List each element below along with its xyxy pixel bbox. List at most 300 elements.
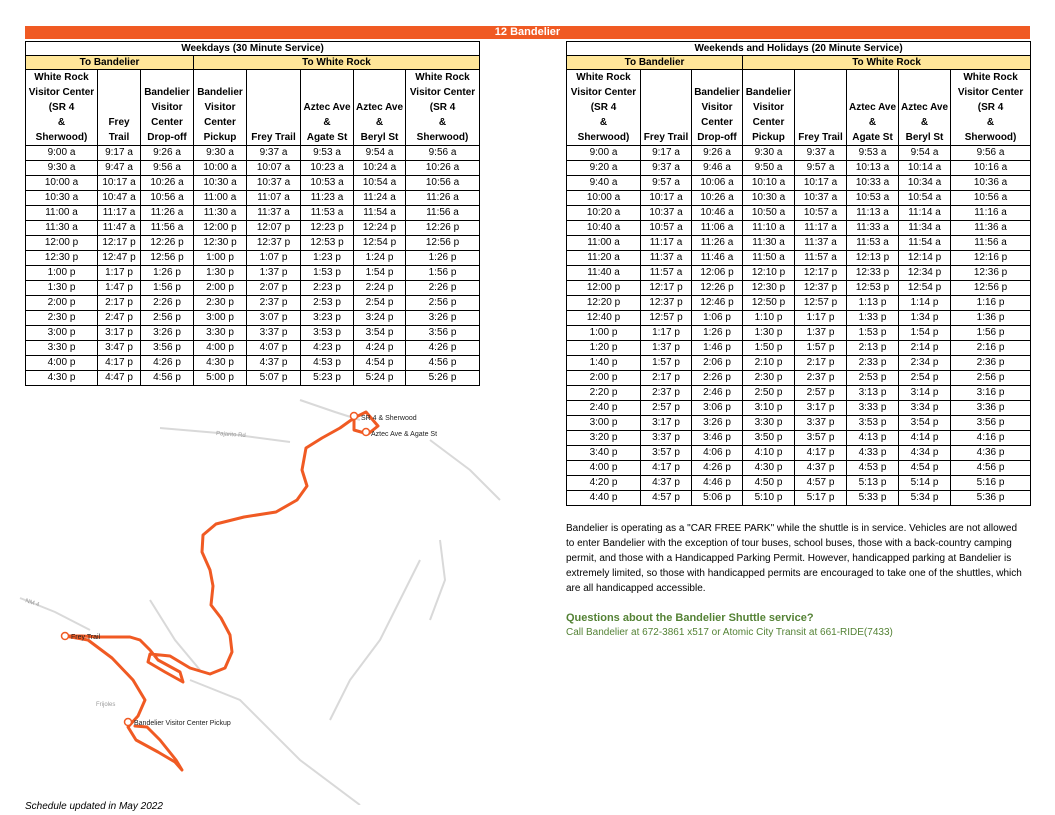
time-cell: 1:57 p xyxy=(641,356,692,371)
time-cell: 9:56 a xyxy=(951,146,1031,161)
time-cell: 11:53 a xyxy=(847,236,899,251)
time-cell: 1:53 p xyxy=(301,266,354,281)
schedule-row xyxy=(567,326,1031,341)
schedule-row xyxy=(26,356,480,371)
time-cell: 3:36 p xyxy=(951,401,1031,416)
time-cell: 11:14 a xyxy=(899,206,951,221)
time-cell: 11:23 a xyxy=(301,191,354,206)
schedule-updated-note: Schedule updated in May 2022 xyxy=(25,801,163,812)
time-cell: 3:53 p xyxy=(301,326,354,341)
time-cell: 1:37 p xyxy=(795,326,847,341)
column-header xyxy=(26,70,98,146)
time-cell: 1:17 p xyxy=(795,311,847,326)
schedule-row xyxy=(567,386,1031,401)
time-cell: 1:50 p xyxy=(743,341,795,356)
column-header-line: & xyxy=(868,117,877,128)
time-cell: 9:17 a xyxy=(641,146,692,161)
schedule-row xyxy=(567,356,1031,371)
time-cell: 12:47 p xyxy=(98,251,141,266)
time-cell: 4:20 p xyxy=(567,476,641,491)
time-cell: 11:46 a xyxy=(692,251,743,266)
time-cell: 4:00 p xyxy=(567,461,641,476)
column-header-line: Visitor xyxy=(701,102,733,113)
time-cell: 9:53 a xyxy=(301,146,354,161)
time-cell: 12:00 p xyxy=(567,281,641,296)
column-header-line: Center xyxy=(701,117,733,128)
time-cell: 12:46 p xyxy=(692,296,743,311)
column-header-line: (SR 4 xyxy=(590,102,617,113)
time-cell: 2:56 p xyxy=(406,296,480,311)
time-cell: 11:56 a xyxy=(951,236,1031,251)
weekend-column-headers xyxy=(567,70,1031,146)
time-cell: 4:53 p xyxy=(301,356,354,371)
time-cell: 2:07 p xyxy=(247,281,301,296)
time-cell: 2:40 p xyxy=(567,401,641,416)
column-header xyxy=(98,70,141,146)
time-cell: 4:26 p xyxy=(406,341,480,356)
time-cell: 3:00 p xyxy=(194,311,247,326)
schedule-row xyxy=(26,296,480,311)
column-header-line: Beryl St xyxy=(360,132,399,143)
time-cell: 3:06 p xyxy=(692,401,743,416)
time-cell: 3:33 p xyxy=(847,401,899,416)
time-cell: 2:37 p xyxy=(795,371,847,386)
time-cell: 3:26 p xyxy=(406,311,480,326)
time-cell: 4:23 p xyxy=(301,341,354,356)
time-cell: 11:20 a xyxy=(567,251,641,266)
time-cell: 11:37 a xyxy=(795,236,847,251)
column-header-line: Visitor xyxy=(204,102,236,113)
column-header-line: Pickup xyxy=(752,132,785,143)
time-cell: 3:17 p xyxy=(641,416,692,431)
time-cell: 10:16 a xyxy=(951,161,1031,176)
column-header-line: Center xyxy=(204,117,236,128)
time-cell: 12:37 p xyxy=(247,236,301,251)
time-cell: 4:06 p xyxy=(692,446,743,461)
time-cell: 9:46 a xyxy=(692,161,743,176)
time-cell: 3:00 p xyxy=(26,326,98,341)
time-cell: 12:37 p xyxy=(641,296,692,311)
time-cell: 12:20 p xyxy=(567,296,641,311)
time-cell: 4:17 p xyxy=(98,356,141,371)
time-cell: 4:37 p xyxy=(247,356,301,371)
time-cell: 2:16 p xyxy=(951,341,1031,356)
schedule-row xyxy=(567,281,1031,296)
time-cell: 9:30 a xyxy=(26,161,98,176)
time-cell: 4:10 p xyxy=(743,446,795,461)
time-cell: 11:26 a xyxy=(141,206,194,221)
time-cell: 10:20 a xyxy=(567,206,641,221)
time-cell: 4:33 p xyxy=(847,446,899,461)
time-cell: 4:34 p xyxy=(899,446,951,461)
column-header-line: & xyxy=(375,117,384,128)
time-cell: 10:56 a xyxy=(141,191,194,206)
questions-title: Questions about the Bandelier Shuttle service? xyxy=(566,612,814,624)
time-cell: 2:57 p xyxy=(795,386,847,401)
time-cell: 1:00 p xyxy=(26,266,98,281)
time-cell: 11:30 a xyxy=(194,206,247,221)
time-cell: 4:00 p xyxy=(194,341,247,356)
time-cell: 2:00 p xyxy=(26,296,98,311)
time-cell: 4:53 p xyxy=(847,461,899,476)
column-header-line: Visitor Center xyxy=(570,87,637,98)
time-cell: 11:37 a xyxy=(247,206,301,221)
time-cell: 11:47 a xyxy=(98,221,141,236)
time-cell: 4:07 p xyxy=(247,341,301,356)
time-cell: 4:57 p xyxy=(641,491,692,506)
time-cell: 1:56 p xyxy=(951,326,1031,341)
time-cell: 3:56 p xyxy=(406,326,480,341)
time-cell: 12:26 p xyxy=(406,221,480,236)
time-cell: 10:47 a xyxy=(98,191,141,206)
time-cell: 9:26 a xyxy=(141,146,194,161)
time-cell: 11:17 a xyxy=(641,236,692,251)
time-cell: 11:07 a xyxy=(247,191,301,206)
time-cell: 1:57 p xyxy=(795,341,847,356)
time-cell: 3:07 p xyxy=(247,311,301,326)
time-cell: 2:14 p xyxy=(899,341,951,356)
time-cell: 9:47 a xyxy=(98,161,141,176)
time-cell: 2:30 p xyxy=(26,311,98,326)
column-header-line: & xyxy=(438,117,447,128)
time-cell: 12:57 p xyxy=(641,311,692,326)
pajarito-rd-label: Pajarito Rd xyxy=(215,431,246,440)
column-header-line: Visitor xyxy=(753,102,784,113)
time-cell: 11:57 a xyxy=(641,266,692,281)
column-header-line: White Rock xyxy=(415,72,470,83)
time-cell: 5:24 p xyxy=(354,371,406,386)
schedule-row xyxy=(567,161,1031,176)
time-cell: 10:26 a xyxy=(406,161,480,176)
column-header xyxy=(194,70,247,146)
time-cell: 1:56 p xyxy=(406,266,480,281)
column-header-line: Trail xyxy=(108,132,130,143)
time-cell: 1:06 p xyxy=(692,311,743,326)
time-cell: 3:30 p xyxy=(194,326,247,341)
column-header-line: Aztec Ave xyxy=(356,102,404,113)
time-cell: 1:40 p xyxy=(567,356,641,371)
time-cell: 10:26 a xyxy=(141,176,194,191)
time-cell: 10:46 a xyxy=(692,206,743,221)
column-header-line: & xyxy=(920,117,929,128)
column-header xyxy=(567,70,641,146)
weekend-schedule-table xyxy=(566,41,1031,506)
weekday-to-bandelier-header: To Bandelier xyxy=(26,56,194,70)
column-header-line: White Rock xyxy=(963,72,1018,83)
time-cell: 10:14 a xyxy=(899,161,951,176)
time-cell: 4:40 p xyxy=(567,491,641,506)
schedule-row xyxy=(567,401,1031,416)
time-cell: 10:24 a xyxy=(354,161,406,176)
schedule-row xyxy=(26,251,480,266)
time-cell: 10:17 a xyxy=(641,191,692,206)
time-cell: 9:53 a xyxy=(847,146,899,161)
time-cell: 5:16 p xyxy=(951,476,1031,491)
time-cell: 3:13 p xyxy=(847,386,899,401)
time-cell: 12:24 p xyxy=(354,221,406,236)
time-cell: 3:26 p xyxy=(141,326,194,341)
time-cell: 12:33 p xyxy=(847,266,899,281)
time-cell: 10:23 a xyxy=(301,161,354,176)
column-header-line: (SR 4 xyxy=(48,102,75,113)
time-cell: 10:00 a xyxy=(194,161,247,176)
column-header-line: (SR 4 xyxy=(977,102,1004,113)
schedule-row xyxy=(567,146,1031,161)
column-header-line: Bandelier xyxy=(694,87,740,98)
schedule-row xyxy=(567,476,1031,491)
time-cell: 4:46 p xyxy=(692,476,743,491)
time-cell: 3:54 p xyxy=(899,416,951,431)
time-cell: 10:56 a xyxy=(951,191,1031,206)
time-cell: 3:34 p xyxy=(899,401,951,416)
time-cell: 4:37 p xyxy=(641,476,692,491)
weekday-column-headers xyxy=(26,70,480,146)
time-cell: 5:13 p xyxy=(847,476,899,491)
time-cell: 11:13 a xyxy=(847,206,899,221)
time-cell: 10:17 a xyxy=(98,176,141,191)
time-cell: 1:34 p xyxy=(899,311,951,326)
time-cell: 1:37 p xyxy=(641,341,692,356)
schedule-row xyxy=(567,266,1031,281)
time-cell: 3:57 p xyxy=(641,446,692,461)
time-cell: 4:56 p xyxy=(951,461,1031,476)
time-cell: 2:30 p xyxy=(743,371,795,386)
time-cell: 9:20 a xyxy=(567,161,641,176)
time-cell: 12:56 p xyxy=(141,251,194,266)
weekday-rows xyxy=(26,146,480,386)
column-header xyxy=(141,70,194,146)
time-cell: 3:46 p xyxy=(692,431,743,446)
time-cell: 12:30 p xyxy=(26,251,98,266)
time-cell: 12:07 p xyxy=(247,221,301,236)
time-cell: 9:40 a xyxy=(567,176,641,191)
time-cell: 10:53 a xyxy=(847,191,899,206)
time-cell: 11:17 a xyxy=(795,221,847,236)
time-cell: 2:54 p xyxy=(354,296,406,311)
time-cell: 10:00 a xyxy=(26,176,98,191)
time-cell: 2:34 p xyxy=(899,356,951,371)
time-cell: 11:54 a xyxy=(899,236,951,251)
schedule-row xyxy=(567,416,1031,431)
schedule-row xyxy=(567,311,1031,326)
time-cell: 2:33 p xyxy=(847,356,899,371)
time-cell: 4:56 p xyxy=(406,356,480,371)
time-cell: 2:53 p xyxy=(301,296,354,311)
time-cell: 3:26 p xyxy=(692,416,743,431)
time-cell: 1:56 p xyxy=(141,281,194,296)
time-cell: 9:54 a xyxy=(899,146,951,161)
time-cell: 2:13 p xyxy=(847,341,899,356)
time-cell: 2:47 p xyxy=(98,311,141,326)
time-cell: 1:17 p xyxy=(641,326,692,341)
time-cell: 2:30 p xyxy=(194,296,247,311)
time-cell: 4:54 p xyxy=(354,356,406,371)
time-cell: 12:34 p xyxy=(899,266,951,281)
time-cell: 10:34 a xyxy=(899,176,951,191)
weekend-to-bandelier-header: To Bandelier xyxy=(567,56,743,70)
time-cell: 2:56 p xyxy=(141,311,194,326)
time-cell: 1:10 p xyxy=(743,311,795,326)
time-cell: 10:00 a xyxy=(567,191,641,206)
time-cell: 2:06 p xyxy=(692,356,743,371)
time-cell: 11:16 a xyxy=(951,206,1031,221)
time-cell: 2:37 p xyxy=(247,296,301,311)
nm4-label: NM 4 xyxy=(24,598,40,609)
time-cell: 1:00 p xyxy=(567,326,641,341)
time-cell: 11:00 a xyxy=(26,206,98,221)
column-header xyxy=(795,70,847,146)
schedule-row xyxy=(26,341,480,356)
time-cell: 9:50 a xyxy=(743,161,795,176)
time-cell: 10:33 a xyxy=(847,176,899,191)
column-header-line: Visitor Center xyxy=(409,87,476,98)
schedule-row xyxy=(26,161,480,176)
time-cell: 3:23 p xyxy=(301,311,354,326)
time-cell: 2:26 p xyxy=(692,371,743,386)
column-header-line: Bandelier xyxy=(197,87,243,98)
schedule-row xyxy=(567,431,1031,446)
time-cell: 3:17 p xyxy=(98,326,141,341)
frey-trail-stop-marker xyxy=(62,633,69,640)
time-cell: 1:14 p xyxy=(899,296,951,311)
time-cell: 1:37 p xyxy=(247,266,301,281)
time-cell: 9:37 a xyxy=(795,146,847,161)
time-cell: 1:20 p xyxy=(567,341,641,356)
time-cell: 2:46 p xyxy=(692,386,743,401)
time-cell: 4:17 p xyxy=(795,446,847,461)
time-cell: 12:50 p xyxy=(743,296,795,311)
time-cell: 10:17 a xyxy=(795,176,847,191)
column-header-line: & xyxy=(599,117,608,128)
frey-trail-label: Frey Trail xyxy=(71,634,101,641)
car-free-park-notice: Bandelier is operating as a "CAR FREE PARK" while the shuttle is in service. Vehicles are not allowed to enter Bandelier with the exception of tour buses, school buses, those with a back-country camping permit, and those with a Handicapped Parking Permit. However, handicapped parking at Bandelier is extremely limited, so those with handicapped permits are encouraged to take one of the shuttles, which are all handicapped accessible. xyxy=(566,523,1022,594)
time-cell: 2:53 p xyxy=(847,371,899,386)
time-cell: 12:00 p xyxy=(194,221,247,236)
time-cell: 4:54 p xyxy=(899,461,951,476)
time-cell: 9:26 a xyxy=(692,146,743,161)
column-header xyxy=(354,70,406,146)
schedule-row xyxy=(567,236,1031,251)
time-cell: 3:53 p xyxy=(847,416,899,431)
time-cell: 2:54 p xyxy=(899,371,951,386)
time-cell: 5:23 p xyxy=(301,371,354,386)
column-header-line: Sherwood) xyxy=(416,132,469,143)
time-cell: 3:56 p xyxy=(141,341,194,356)
column-header-line: Agate St xyxy=(306,132,348,143)
time-cell: 3:37 p xyxy=(641,431,692,446)
column-header-line: Frey xyxy=(108,117,130,128)
time-cell: 11:26 a xyxy=(692,236,743,251)
time-cell: 4:57 p xyxy=(795,476,847,491)
time-cell: 11:53 a xyxy=(301,206,354,221)
time-cell: 12:37 p xyxy=(795,281,847,296)
time-cell: 10:56 a xyxy=(406,176,480,191)
time-cell: 1:23 p xyxy=(301,251,354,266)
time-cell: 10:26 a xyxy=(692,191,743,206)
time-cell: 9:37 a xyxy=(641,161,692,176)
time-cell: 3:56 p xyxy=(951,416,1031,431)
column-header xyxy=(743,70,795,146)
time-cell: 2:50 p xyxy=(743,386,795,401)
time-cell: 11:50 a xyxy=(743,251,795,266)
time-cell: 1:53 p xyxy=(847,326,899,341)
schedule-row xyxy=(567,191,1031,206)
time-cell: 11:37 a xyxy=(641,251,692,266)
time-cell: 10:50 a xyxy=(743,206,795,221)
time-cell: 1:24 p xyxy=(354,251,406,266)
column-header xyxy=(847,70,899,146)
column-header-line: Aztec Ave xyxy=(303,102,351,113)
time-cell: 5:33 p xyxy=(847,491,899,506)
column-header-line: Drop-off xyxy=(147,132,187,143)
time-cell: 9:17 a xyxy=(98,146,141,161)
time-cell: 10:30 a xyxy=(743,191,795,206)
schedule-row xyxy=(26,146,480,161)
column-header-line: Center xyxy=(752,117,785,128)
time-cell: 12:53 p xyxy=(301,236,354,251)
time-cell: 4:16 p xyxy=(951,431,1031,446)
time-cell: 3:37 p xyxy=(795,416,847,431)
weekend-to-white-rock-header: To White Rock xyxy=(743,56,1031,70)
time-cell: 11:06 a xyxy=(692,221,743,236)
column-header-line: & xyxy=(57,117,66,128)
schedule-row xyxy=(26,206,480,221)
schedule-row xyxy=(26,311,480,326)
schedule-row xyxy=(567,296,1031,311)
time-cell: 4:00 p xyxy=(26,356,98,371)
column-header xyxy=(301,70,354,146)
schedule-row xyxy=(567,491,1031,506)
column-header xyxy=(406,70,480,146)
time-cell: 1:54 p xyxy=(899,326,951,341)
weekday-service-header: Weekdays (30 Minute Service) xyxy=(26,42,480,56)
time-cell: 10:40 a xyxy=(567,221,641,236)
time-cell: 4:37 p xyxy=(795,461,847,476)
time-cell: 3:30 p xyxy=(743,416,795,431)
time-cell: 2:57 p xyxy=(641,401,692,416)
time-cell: 12:30 p xyxy=(743,281,795,296)
time-cell: 3:16 p xyxy=(951,386,1031,401)
time-cell: 4:47 p xyxy=(98,371,141,386)
time-cell: 1:13 p xyxy=(847,296,899,311)
column-header-line: Bandelier xyxy=(745,87,792,98)
time-cell: 1:30 p xyxy=(194,266,247,281)
time-cell: 9:56 a xyxy=(141,161,194,176)
column-header-line: Sherwood) xyxy=(35,132,88,143)
schedule-row xyxy=(567,446,1031,461)
time-cell: 1:16 p xyxy=(951,296,1031,311)
time-cell: 4:26 p xyxy=(692,461,743,476)
time-cell: 2:24 p xyxy=(354,281,406,296)
time-cell: 5:17 p xyxy=(795,491,847,506)
time-cell: 10:30 a xyxy=(194,176,247,191)
column-header-line: White Rock xyxy=(34,72,89,83)
time-cell: 10:53 a xyxy=(301,176,354,191)
time-cell: 5:06 p xyxy=(692,491,743,506)
time-cell: 10:13 a xyxy=(847,161,899,176)
column-header-line: Sherwood) xyxy=(577,132,630,143)
time-cell: 11:00 a xyxy=(194,191,247,206)
time-cell: 12:17 p xyxy=(98,236,141,251)
time-cell: 11:56 a xyxy=(141,221,194,236)
time-cell: 2:17 p xyxy=(795,356,847,371)
time-cell: 12:17 p xyxy=(641,281,692,296)
time-cell: 1:46 p xyxy=(692,341,743,356)
time-cell: 2:26 p xyxy=(406,281,480,296)
schedule-row xyxy=(26,221,480,236)
column-header-line: Visitor Center xyxy=(957,87,1024,98)
column-header-line: Bandelier xyxy=(144,87,190,98)
